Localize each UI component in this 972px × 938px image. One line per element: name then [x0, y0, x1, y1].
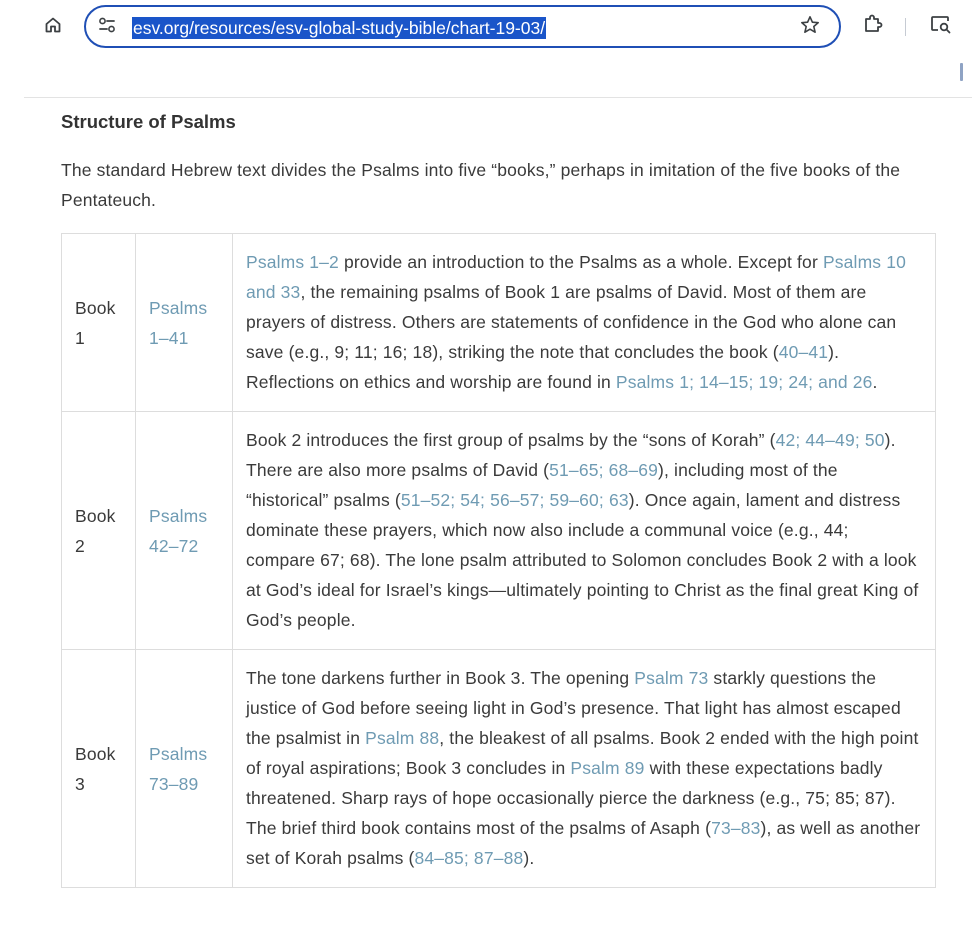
scripture-link[interactable]: 84–85; 87–88: [414, 848, 524, 868]
description-text: The tone darkens further in Book 3. The opening: [246, 668, 635, 688]
article: [61, 106, 941, 888]
description-text: , the remaining psalms of Book 1 are psalms of David. Most of them are prayers of distress. Others are statements of confidence in the God who alone can save (e.g., 9; 11; 16; 18), striking the note that concludes the book (: [246, 282, 897, 362]
star-icon: [800, 15, 820, 40]
description-text: ). Once again, lament and distress dominate these prayers, which now also include a communal voice (e.g., 44; compare 67; 68). The lone psalm attributed to Solomon concludes Book 2 with a look at God’s ideal for Israel’s kings—ultimately pointing to Christ as the final great King of God’s people.: [246, 490, 919, 630]
description-text: starkly questions the justice of God before seeing light in God’s presence. That light has almost escaped the psalmist in: [246, 668, 901, 748]
scripture-link[interactable]: Psalms 1–2: [246, 252, 339, 272]
cast-search-icon: [930, 14, 952, 39]
home-button[interactable]: [38, 12, 68, 42]
site-info-button[interactable]: [96, 16, 118, 38]
scripture-link[interactable]: 40–41: [778, 342, 829, 362]
description-text: Book 2 introduces the first group of psalms by the “sons of Korah” (: [246, 430, 776, 450]
book-cell: Book 3: [62, 650, 136, 888]
description-text: ), as well as another set of Korah psalms (: [246, 818, 921, 868]
psalm-range-link[interactable]: Psalms 42–72: [136, 412, 233, 650]
book-description: [233, 650, 936, 888]
url-text[interactable]: esv.org/resources/esv-global-study-bible/chart-19-03/: [133, 18, 546, 38]
description-text: with these expectations badly threatened. Sharp rays of hope occasionally pierce the darkness (e.g., 75; 85; 87). The brief third book contains most of the psalms of Asaph (: [246, 758, 896, 838]
psalms-structure-table: [61, 233, 936, 888]
description-text: provide an introduction to the Psalms as a whole. Except for: [338, 252, 823, 272]
scripture-link[interactable]: 73–83: [711, 818, 761, 838]
book-cell: Book 2: [62, 412, 136, 650]
toolbar-separator: [905, 18, 906, 36]
puzzle-icon: [862, 13, 884, 40]
scripture-link[interactable]: Psalms 10 and 33: [246, 252, 906, 302]
scripture-link[interactable]: 51–65; 68–69: [549, 460, 659, 480]
description-text: , the bleakest of all psalms. Book 2 ended with the high point of royal aspirations; Book 3 concludes in: [246, 728, 919, 778]
description-text: ). Reflections on ethics and worship are found in: [246, 342, 840, 392]
browser-toolbar: [0, 0, 972, 56]
scripture-link[interactable]: 42; 44–49; 50: [775, 430, 885, 450]
description-text: ), including most of the “historical” psalms (: [246, 460, 838, 510]
scripture-link[interactable]: Psalm 89: [570, 758, 645, 778]
home-icon: [44, 16, 62, 39]
book-description: [233, 412, 936, 650]
table-row: [62, 650, 936, 888]
scripture-link[interactable]: Psalm 73: [634, 668, 709, 688]
psalm-range-link[interactable]: Psalms 73–89: [136, 650, 233, 888]
tune-icon: [98, 17, 116, 38]
description-text: ).: [523, 848, 535, 868]
book-cell: Book 1: [62, 234, 136, 412]
table-row: [62, 234, 936, 412]
table-row: [62, 412, 936, 650]
psalm-range-link[interactable]: Psalms 1–41: [136, 234, 233, 412]
bookmark-button[interactable]: [799, 16, 821, 38]
page-title: Structure of Psalms: [61, 111, 236, 132]
intro-paragraph: The standard Hebrew text divides the Psalms into five “books,” perhaps in imitation of the five books of the Pentateuch.: [61, 160, 901, 210]
page-divider: [24, 97, 972, 98]
description-text: .: [872, 372, 878, 392]
scripture-link[interactable]: 51–52; 54; 56–57; 59–60; 63: [400, 490, 629, 510]
book-description: [233, 234, 936, 412]
address-bar[interactable]: [84, 5, 841, 48]
scripture-link[interactable]: Psalms 1; 14–15; 19; 24; and 26: [615, 372, 873, 392]
extensions-button[interactable]: [860, 12, 886, 40]
description-text: ). There are also more psalms of David (: [246, 430, 896, 480]
scripture-link[interactable]: Psalm 88: [365, 728, 440, 748]
cast-button[interactable]: [928, 12, 954, 40]
scrollbar-thumb[interactable]: [960, 63, 963, 81]
